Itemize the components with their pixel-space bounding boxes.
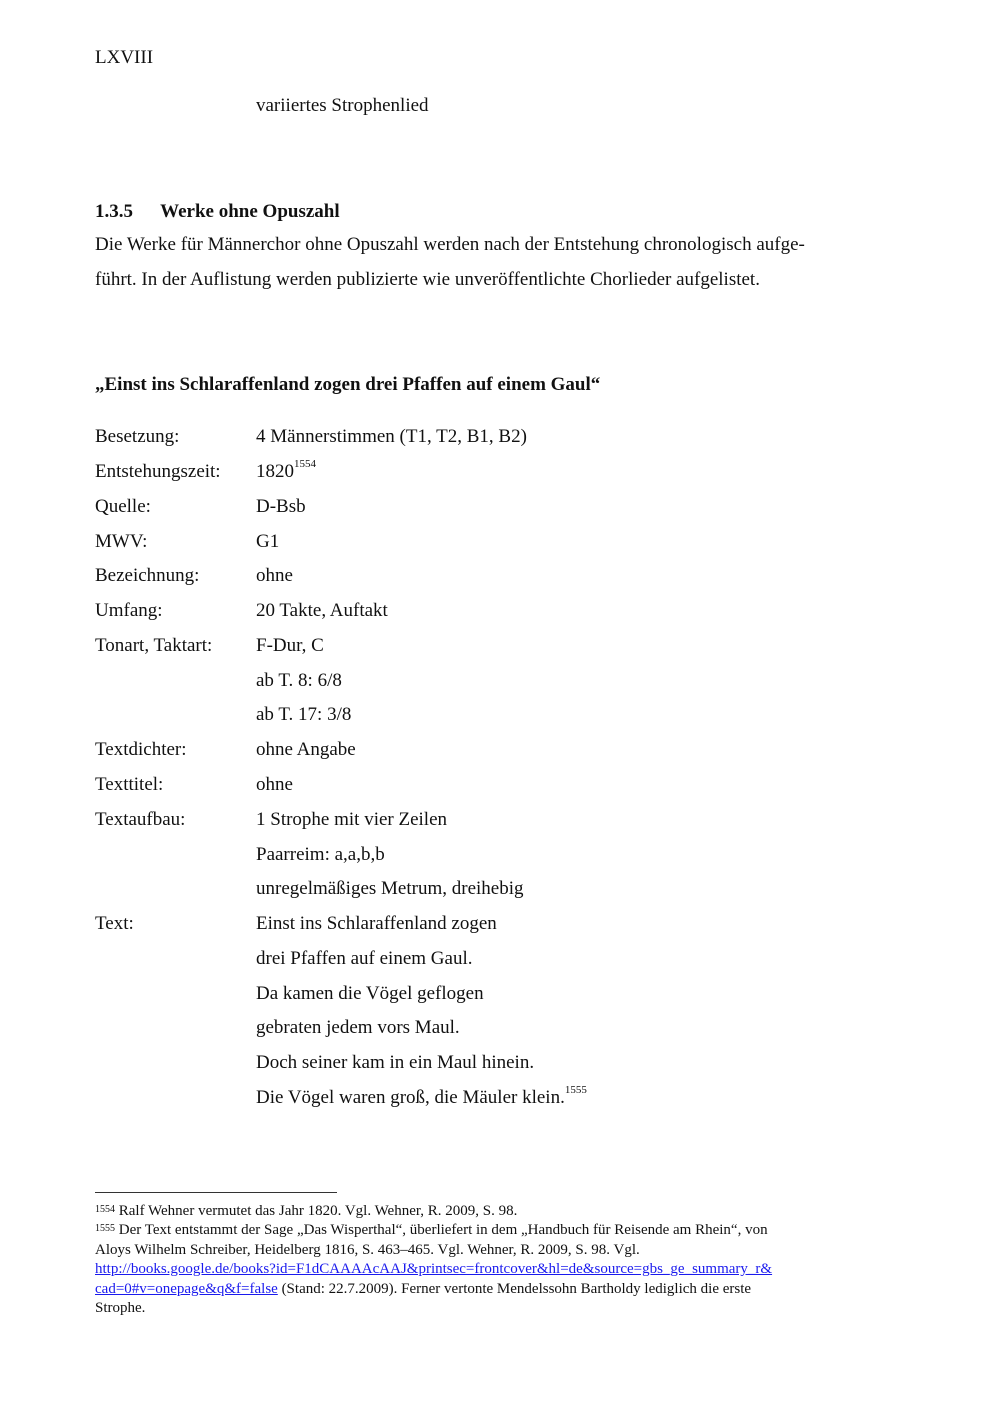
- poem-line: Doch seiner kam in ein Maul hinein.: [256, 1052, 535, 1073]
- field-value: G1: [256, 531, 280, 552]
- footnote-separator: [95, 1192, 337, 1193]
- field-value: [256, 458, 316, 483]
- footnote-text: Ralf Wehner vermutet das Jahr 1820. Vgl. Wehner, R. 2009, S. 98.: [115, 1203, 518, 1219]
- poem-line: Da kamen die Vögel geflogen: [256, 983, 484, 1004]
- footnote-text: Der Text entstammt der Sage „Das Wisperthal“, überliefert in dem „Handbuch für Reisende am Rhein“, von: [115, 1222, 768, 1238]
- field-label: Bezeichnung:: [95, 565, 200, 586]
- field-value: ohne: [256, 774, 293, 795]
- footnote-number: 1555: [95, 1223, 115, 1234]
- field-value: ohne: [256, 565, 293, 586]
- field-value: ab T. 17: 3/8: [256, 704, 352, 725]
- footnote-1555-line-4: [95, 1280, 751, 1300]
- footnote-1555-line-1: [95, 1221, 768, 1241]
- poem-line: [256, 1084, 587, 1109]
- section-heading: [95, 201, 340, 223]
- field-value: F-Dur, C: [256, 635, 324, 656]
- field-value: Paarreim: a,a,b,b: [256, 844, 385, 865]
- section-number: 1.3.5: [95, 201, 133, 222]
- field-value-text: 1820: [256, 461, 294, 482]
- poem-line: Einst ins Schlaraffenland zogen: [256, 913, 497, 934]
- section-title: Werke ohne Opuszahl: [160, 201, 340, 222]
- footnote-ref[interactable]: 1554: [294, 458, 316, 470]
- field-value: unregelmäßiges Metrum, dreihebig: [256, 878, 524, 899]
- field-label: Besetzung:: [95, 426, 180, 447]
- footnote-ref[interactable]: 1555: [564, 1084, 587, 1096]
- field-label: MWV:: [95, 531, 148, 552]
- poem-line: drei Pfaffen auf einem Gaul.: [256, 948, 473, 969]
- field-label: Textaufbau:: [95, 809, 186, 830]
- page-number: LXVIII: [95, 47, 154, 68]
- field-label: Texttitel:: [95, 774, 164, 795]
- carryover-line: variiertes Strophenlied: [256, 95, 429, 116]
- field-label: Entstehungszeit:: [95, 461, 221, 482]
- footnote-1555-line-2: Aloys Wilhelm Schreiber, Heidelberg 1816, S. 463–465. Vgl. Wehner, R. 2009, S. 98. Vgl.: [95, 1242, 640, 1258]
- poem-line: gebraten jedem vors Maul.: [256, 1017, 460, 1038]
- field-label: Textdichter:: [95, 739, 187, 760]
- field-value: ohne Angabe: [256, 739, 356, 760]
- poem-line-text: Die Vögel waren groß, die Mäuler klein.: [256, 1087, 565, 1108]
- footnote-1555-line-5: Strophe.: [95, 1300, 146, 1316]
- footnote-text: (Stand: 22.7.2009). Ferner vertonte Mendelssohn Bartholdy lediglich die erste: [277, 1281, 752, 1297]
- field-value: 4 Männerstimmen (T1, T2, B1, B2): [256, 426, 527, 447]
- google-books-link[interactable]: http://books.google.de/books?id=F1dCAAAAcAAJ&printsec=frontcover&hl=de&source=gbs_ge_summary_r&: [95, 1261, 773, 1277]
- section-intro-line-2: führt. In der Auflistung werden publizierte wie unveröffentlichte Chorlieder aufgelistet.: [95, 269, 760, 290]
- footnote-number: 1554: [95, 1204, 115, 1215]
- work-title: „Einst ins Schlaraffenland zogen drei Pfaffen auf einem Gaul“: [95, 374, 601, 395]
- field-value: D-Bsb: [256, 496, 306, 517]
- google-books-link-continued[interactable]: cad=0#v=onepage&q&f=false: [95, 1281, 278, 1297]
- field-value: 20 Takte, Auftakt: [256, 600, 388, 621]
- section-intro-line-1: Die Werke für Männerchor ohne Opuszahl werden nach der Entstehung chronologisch aufge-: [95, 234, 805, 255]
- field-value: ab T. 8: 6/8: [256, 670, 342, 691]
- field-value: 1 Strophe mit vier Zeilen: [256, 809, 448, 830]
- field-label: Text:: [95, 913, 134, 934]
- field-label: Umfang:: [95, 600, 163, 621]
- footnote-1554: [95, 1202, 517, 1222]
- field-label: Quelle:: [95, 496, 151, 517]
- field-label: Tonart, Taktart:: [95, 635, 213, 656]
